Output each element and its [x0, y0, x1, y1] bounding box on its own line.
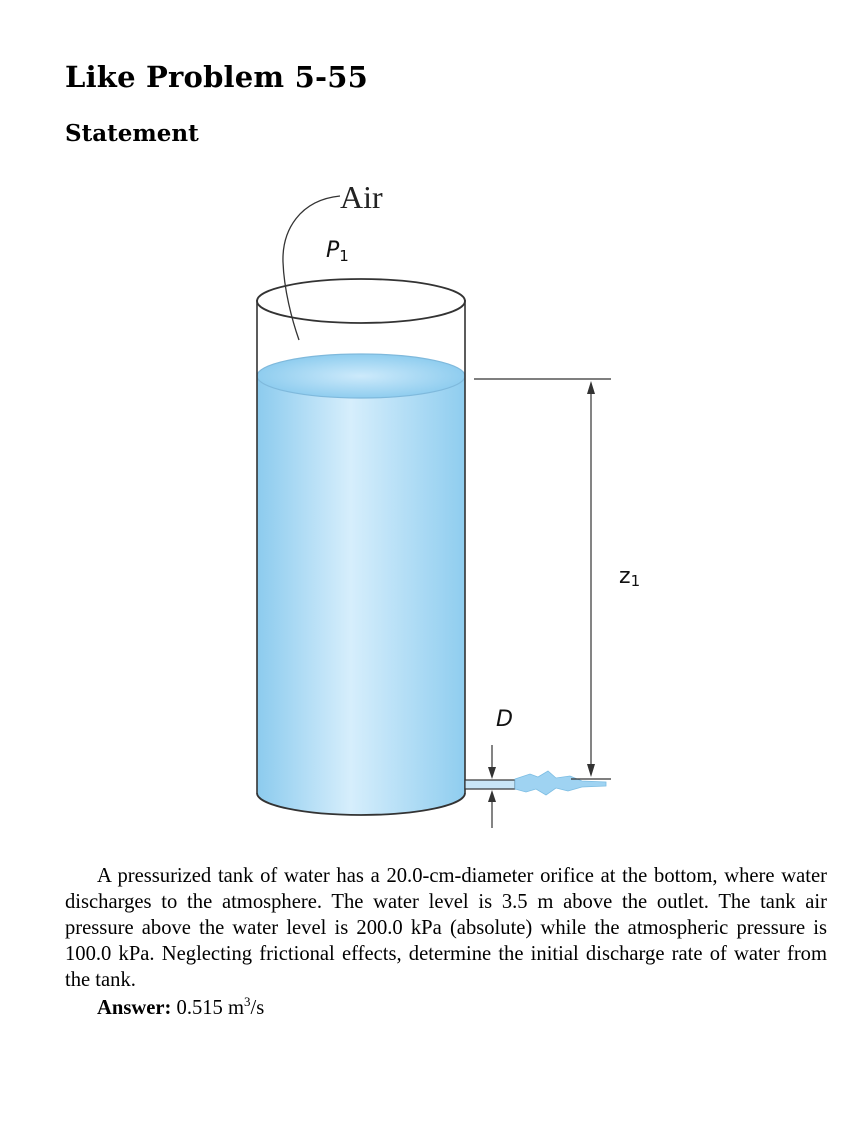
water-body — [257, 376, 465, 815]
answer-line — [97, 995, 264, 1021]
problem-statement: A pressurized tank of water has a 20.0-cm-diameter orifice at the bottom, where water discharges to the atmosphere. The water level is 3.5 m above the outlet. The tank air pressure above the water level is 200.0 kPa (absolute) while the atmospheric pressure is 100.0 kPa. Neglecting frictional effects, determine the initial discharge rate of water from the tank. — [65, 865, 827, 991]
discharge-jet — [515, 771, 606, 795]
page-title: Like Problem 5-55 — [65, 60, 368, 94]
air-leader-line — [283, 196, 340, 340]
outlet-pipe — [465, 780, 515, 789]
label-d: D — [496, 707, 513, 732]
dimension-arrow-up — [587, 381, 595, 394]
answer-label: Answer: — [97, 997, 172, 1019]
diameter-arrow-top — [488, 767, 496, 779]
answer-unit: /s — [250, 997, 265, 1019]
answer-exponent: 3 — [244, 994, 251, 1010]
dimension-arrow-down — [587, 764, 595, 777]
section-heading: Statement — [65, 120, 199, 147]
label-z1: z1 — [619, 564, 641, 590]
water-surface — [257, 354, 465, 398]
answer-value: 0.515 m — [176, 997, 245, 1019]
label-air: Air — [340, 179, 383, 215]
diameter-arrow-bottom — [488, 790, 496, 802]
label-p1: P1 — [326, 238, 349, 265]
